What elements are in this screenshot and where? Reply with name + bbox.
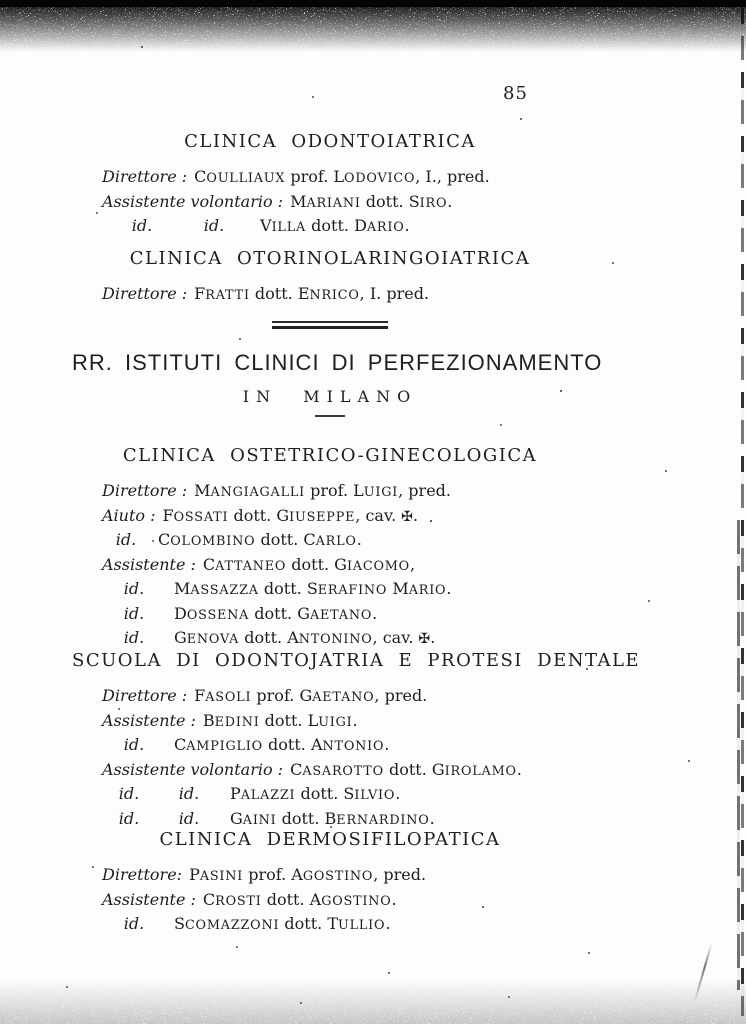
person-name: SILVIO bbox=[343, 784, 396, 803]
entry-text: dott. bbox=[249, 284, 298, 303]
directory-entry bbox=[102, 627, 588, 652]
entry-text: . bbox=[395, 784, 401, 803]
person-name: LUIGI bbox=[307, 710, 353, 730]
section-clinica-ostetrico-ginecologica bbox=[72, 445, 588, 652]
entry-text: . bbox=[356, 530, 362, 549]
institute-title: RR. ISTITUTI CLINICI DI PERFEZIONAMENTO bbox=[72, 350, 603, 375]
scan-noise-top bbox=[0, 0, 746, 52]
id-label: id. bbox=[118, 784, 140, 803]
directory-entry bbox=[102, 191, 588, 216]
person-name: FOSSATI bbox=[162, 505, 229, 525]
entry-text: dott. bbox=[306, 216, 355, 235]
section-heading: CLINICA OSTETRICO-GINECOLOGICA bbox=[122, 445, 538, 466]
section-heading: CLINICA DERMOSIFILOPATICA bbox=[159, 829, 501, 850]
page-edge-shadow-inner bbox=[737, 520, 740, 990]
entry-text: dott. bbox=[286, 554, 335, 574]
directory-entry bbox=[102, 710, 588, 735]
person-name: AGOSTINO bbox=[291, 865, 374, 884]
entry-text: , I. pred. bbox=[359, 284, 430, 303]
person-name: CATTANEO bbox=[202, 554, 287, 574]
entry-text: dott. bbox=[255, 530, 304, 549]
person-name: AGOSTINO bbox=[309, 889, 392, 909]
person-name: GIACOMO bbox=[334, 554, 410, 574]
person-name: CASAROTTO bbox=[290, 759, 384, 779]
entry-text: prof. bbox=[251, 686, 300, 705]
person-name: LODOVICO bbox=[333, 167, 416, 186]
heading-rule bbox=[315, 415, 345, 417]
entry-text: prof. bbox=[305, 481, 354, 500]
person-name: MASSAZZA bbox=[174, 579, 259, 598]
person-name: SIRO bbox=[408, 191, 448, 211]
person-name: COLOMBINO bbox=[158, 530, 256, 549]
entries-list bbox=[72, 864, 588, 938]
section-clinica-otorinolaringoiatrica bbox=[72, 248, 588, 308]
entry-text: prof. bbox=[243, 865, 292, 884]
directory-entry bbox=[102, 603, 588, 628]
person-name: GIROLAMO bbox=[431, 759, 517, 779]
id-label: id. bbox=[178, 784, 200, 803]
scan-noise-bottom bbox=[0, 978, 746, 1024]
person-name: CAMPIGLIO bbox=[174, 735, 263, 754]
id-label: id. bbox=[203, 216, 225, 235]
role-label: Direttore : bbox=[102, 284, 188, 303]
entry-text: , pred. bbox=[373, 865, 427, 884]
person-name: COULLIAUX bbox=[194, 167, 286, 186]
person-name: SCOMAZZONI bbox=[174, 914, 280, 933]
role-label: Direttore : bbox=[102, 481, 188, 500]
person-name: DOSSENA bbox=[174, 603, 250, 623]
entries-list bbox=[72, 166, 588, 240]
entry-text: . bbox=[430, 628, 436, 647]
directory-entry bbox=[102, 889, 588, 914]
id-label: id. bbox=[123, 914, 145, 933]
entry-text: , bbox=[409, 554, 416, 574]
role-label: Assistente volontario : bbox=[102, 759, 284, 779]
page-number: 85 bbox=[503, 83, 528, 104]
person-name: MARIANI bbox=[290, 191, 361, 211]
id-label: id. bbox=[123, 603, 145, 623]
directory-entry bbox=[102, 578, 588, 603]
id-label: id. bbox=[118, 808, 140, 828]
institute-heading-block bbox=[72, 350, 603, 417]
knight-cross-icon: ✠ bbox=[401, 508, 413, 525]
entry-text: dott. bbox=[262, 735, 311, 754]
directory-entry bbox=[102, 554, 588, 579]
entries-list bbox=[72, 685, 588, 832]
section-scuola-odontojatria bbox=[72, 650, 641, 832]
section-clinica-odontoiatrica bbox=[72, 131, 588, 240]
person-name: GAETANO bbox=[297, 603, 373, 623]
entry-text: dott. bbox=[279, 914, 328, 933]
id-label: id. bbox=[131, 216, 153, 235]
entry-text: . bbox=[446, 579, 452, 598]
person-name: ANTONIO bbox=[310, 735, 385, 754]
directory-entry bbox=[102, 215, 588, 240]
section-clinica-dermosifilopatica bbox=[72, 829, 588, 938]
section-heading: CLINICA OTORINOLARINGOIATRICA bbox=[129, 248, 531, 269]
entry-text: dott. bbox=[249, 603, 298, 623]
person-name: VILLA bbox=[260, 216, 307, 235]
entry-text: dott. bbox=[360, 191, 409, 211]
entry-text: . bbox=[385, 914, 391, 933]
role-label: Aiuto : bbox=[102, 505, 156, 525]
person-name: FRATTI bbox=[194, 284, 250, 303]
directory-entry bbox=[102, 166, 588, 191]
person-name: PASINI bbox=[189, 865, 244, 884]
id-label: id. bbox=[123, 735, 145, 754]
entry-text: , pred. bbox=[398, 481, 451, 500]
person-name: TULLIO bbox=[327, 914, 386, 933]
person-name: GAINI bbox=[230, 808, 277, 828]
role-label: Assistente : bbox=[102, 710, 196, 730]
role-label: Assistente volontario : bbox=[102, 191, 284, 211]
person-name: SERAFINO MARIO bbox=[306, 579, 447, 598]
person-name: FASOLI bbox=[194, 686, 252, 705]
person-name: CROSTI bbox=[202, 889, 262, 909]
directory-entry bbox=[102, 864, 588, 889]
entry-text: . bbox=[384, 735, 390, 754]
id-label: id. bbox=[178, 808, 200, 828]
person-name: DARIO bbox=[354, 216, 405, 235]
person-name: BEDINI bbox=[202, 710, 260, 730]
entry-text: dott. bbox=[228, 505, 277, 525]
role-label: Assistente : bbox=[102, 554, 196, 574]
person-name: MANGIAGALLI bbox=[194, 481, 306, 500]
role-label: Direttore : bbox=[102, 686, 188, 705]
entry-text: dott. bbox=[239, 628, 288, 647]
section-heading: SCUOLA DI ODONTOJATRIA E PROTESI DENTALE bbox=[72, 650, 641, 671]
directory-entry bbox=[102, 283, 588, 308]
entry-text: dott. bbox=[258, 579, 307, 598]
directory-entry bbox=[102, 759, 588, 784]
entry-text: dott. bbox=[259, 710, 308, 730]
entry-text: . bbox=[447, 191, 453, 211]
id-label: id. bbox=[115, 530, 137, 549]
person-name: BERNARDINO bbox=[324, 808, 430, 828]
person-name: GAETANO bbox=[299, 686, 375, 705]
person-name: ANTONINO bbox=[287, 628, 373, 647]
knight-cross-icon: ✠ bbox=[418, 631, 431, 647]
person-name: GIUSEPPE bbox=[276, 505, 356, 525]
directory-entry bbox=[102, 734, 588, 759]
section-heading: CLINICA ODONTOIATRICA bbox=[184, 131, 476, 152]
role-label: Direttore: bbox=[102, 865, 183, 884]
entry-text: . bbox=[391, 889, 397, 909]
person-name: CARLO bbox=[303, 530, 357, 549]
person-name: LUIGI bbox=[353, 481, 399, 500]
entry-text: dott. bbox=[261, 889, 310, 909]
directory-entry bbox=[102, 480, 588, 505]
person-name: GENOVA bbox=[174, 628, 240, 647]
entry-text: prof. bbox=[285, 167, 334, 186]
directory-entry bbox=[102, 505, 588, 530]
page-edge-shadow bbox=[741, 8, 744, 1016]
directory-entry bbox=[102, 685, 588, 710]
entry-text: . bbox=[372, 603, 378, 623]
entries-list bbox=[72, 283, 588, 308]
entry-text: dott. bbox=[276, 808, 325, 828]
directory-entry bbox=[102, 913, 588, 938]
person-name: ENRICO bbox=[297, 284, 360, 303]
entry-text: . bbox=[404, 216, 410, 235]
entry-text: . bbox=[412, 505, 419, 525]
entry-text: . bbox=[429, 808, 435, 828]
directory-entry bbox=[102, 783, 588, 808]
person-name: PALAZZI bbox=[230, 784, 296, 803]
dust-speckles bbox=[0, 0, 2, 2]
entry-text: dott. bbox=[383, 759, 432, 779]
institute-location: IN MILANO bbox=[242, 387, 418, 406]
entry-text: , cav. bbox=[372, 628, 419, 647]
entry-text: . bbox=[516, 759, 522, 779]
entry-text: , pred. bbox=[374, 686, 428, 705]
entry-text: . bbox=[352, 710, 358, 730]
entry-text: dott. bbox=[295, 784, 344, 803]
role-label: Assistente : bbox=[102, 889, 196, 909]
section-divider bbox=[272, 321, 388, 329]
entries-list bbox=[72, 480, 588, 652]
directory-entry bbox=[102, 529, 588, 554]
entry-text: , cav. bbox=[355, 505, 402, 525]
id-label: id. bbox=[123, 628, 145, 647]
role-label: Direttore : bbox=[102, 167, 188, 186]
id-label: id. bbox=[123, 579, 145, 598]
entry-text: , I., pred. bbox=[415, 167, 490, 186]
